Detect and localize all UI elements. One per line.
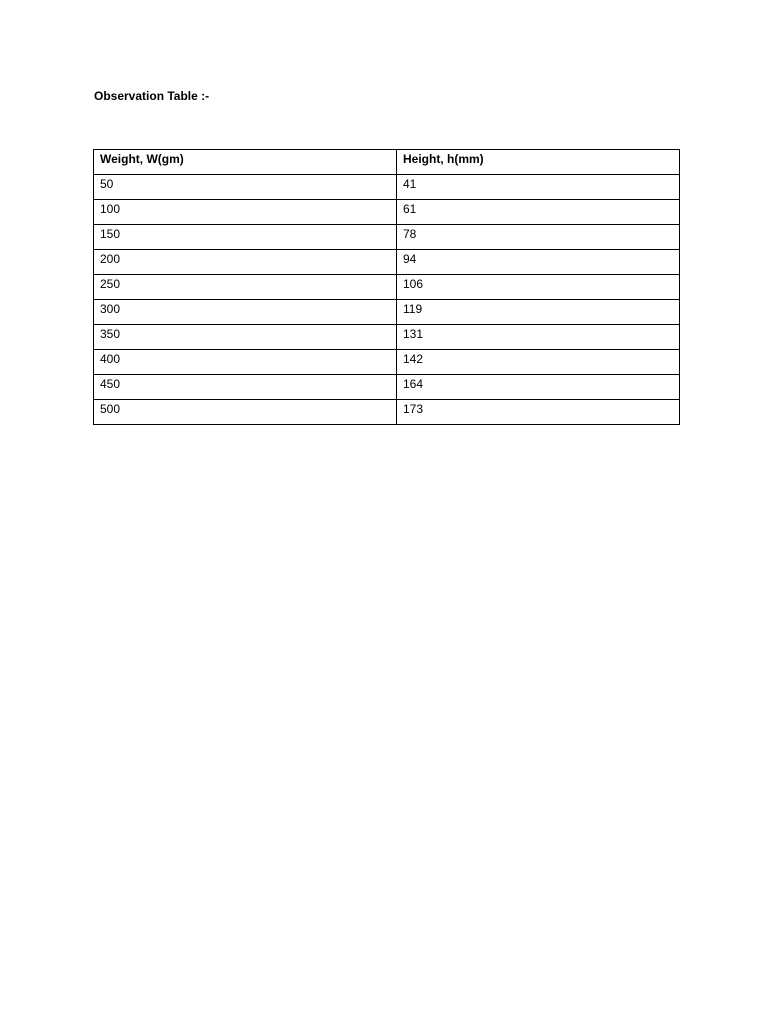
header-weight: Weight, W(gm) <box>94 150 397 175</box>
table-row <box>94 375 680 400</box>
cell-height: 142 <box>397 350 680 375</box>
cell-weight: 250 <box>94 275 397 300</box>
cell-weight: 50 <box>94 175 397 200</box>
table-row <box>94 400 680 425</box>
cell-weight: 450 <box>94 375 397 400</box>
cell-height: 173 <box>397 400 680 425</box>
cell-height: 78 <box>397 225 680 250</box>
table-row <box>94 300 680 325</box>
cell-weight: 400 <box>94 350 397 375</box>
cell-height: 106 <box>397 275 680 300</box>
table-row <box>94 275 680 300</box>
cell-height: 41 <box>397 175 680 200</box>
cell-weight: 350 <box>94 325 397 350</box>
table-row <box>94 200 680 225</box>
table-header-row <box>94 150 680 175</box>
cell-height: 61 <box>397 200 680 225</box>
cell-weight: 100 <box>94 200 397 225</box>
table-row <box>94 350 680 375</box>
cell-weight: 200 <box>94 250 397 275</box>
cell-height: 131 <box>397 325 680 350</box>
cell-weight: 300 <box>94 300 397 325</box>
table-row <box>94 250 680 275</box>
cell-height: 119 <box>397 300 680 325</box>
cell-weight: 500 <box>94 400 397 425</box>
table-row <box>94 225 680 250</box>
table-row <box>94 175 680 200</box>
cell-weight: 150 <box>94 225 397 250</box>
table-row <box>94 325 680 350</box>
page-title: Observation Table :- <box>94 89 210 103</box>
cell-height: 164 <box>397 375 680 400</box>
observation-table <box>93 149 680 425</box>
header-height: Height, h(mm) <box>397 150 680 175</box>
cell-height: 94 <box>397 250 680 275</box>
